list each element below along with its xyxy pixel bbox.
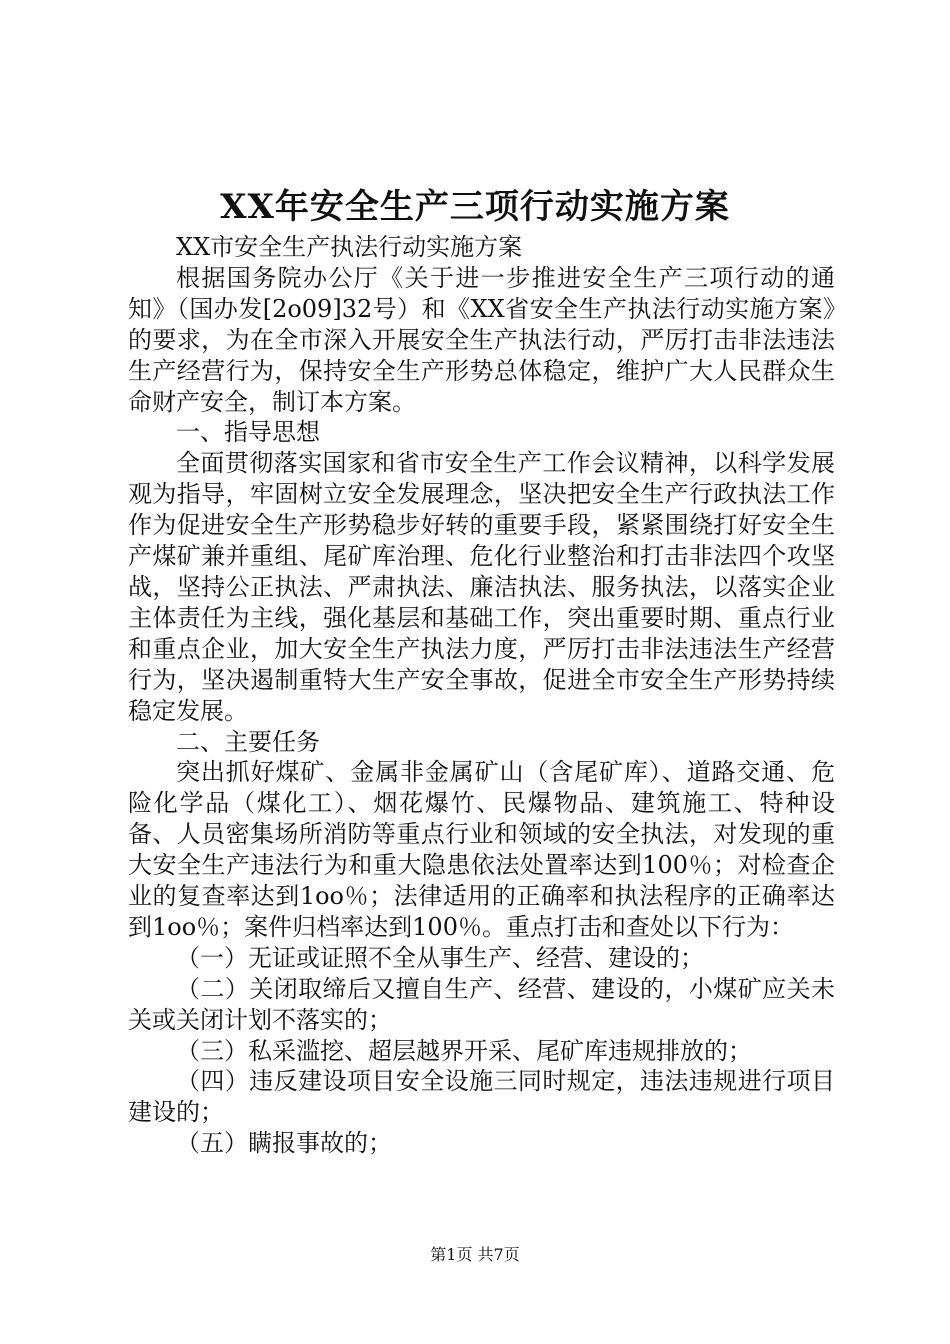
list-item: （五）瞒报事故的； [176, 1129, 392, 1158]
page-number-footer: 第1页 共7页 [430, 1245, 520, 1264]
list-item: （四）违反建设项目安全设施三同时规定，违法违规进行项目建设的； [128, 1067, 835, 1127]
section-heading-main-tasks: 二、主要任务 [176, 727, 320, 756]
section-body-guiding-ideology: 全面贯彻落实国家和省市安全生产工作会议精神，以科学发展观为指导，牢固树立安全发展理念，坚决把安全生产行政执法工作作为促进安全生产形势稳步好转的重要手段，紧紧围绕打好安全生产煤矿兼并重组、尾矿库治理、危化行业整治和打击非法四个攻坚战，坚持公正执法、严肃执法、廉洁执法、服务执法，以落实企业主体责任为主线，强化基层和基础工作，突出重要时期、重点行业和重点企业，加大安全生产执法力度，严厉打击非法违法生产经营行为，坚决遏制重特大生产安全事故，促进全市安全生产形势持续稳定发展。 [128, 449, 835, 725]
section-body-main-tasks: 突出抓好煤矿、金属非金属矿山（含尾矿库）、道路交通、危险化学品（煤化工）、烟花爆竹、民爆物品、建筑施工、特种设备、人员密集场所消防等重点行业和领域的安全执法，对发现的重大安全生产违法行为和重大隐患依法处置率达到100％；对检查企业的复查率达到1oo％；法律适用的正确率和执法程序的正确率达到1oo％；案件归档率达到100％。重点打击和查处以下行为： [128, 758, 835, 941]
section-heading-guiding-ideology: 一、指导思想 [176, 418, 320, 447]
document-body [128, 232, 835, 1159]
list-item: （二）关闭取缔后又擅自生产、经营、建设的，小煤矿应关未关或关闭计划不落实的； [128, 974, 835, 1034]
list-item: （三）私采滥挖、超层越界开采、尾矿库违规排放的； [176, 1036, 752, 1065]
list-item: （一）无证或证照不全从事生产、经营、建设的； [176, 943, 704, 972]
document-title: XX年安全生产三项行动实施方案 [220, 187, 730, 227]
document-subtitle: XX市安全生产执法行动实施方案 [176, 233, 523, 261]
intro-paragraph: 根据国务院办公厅《关于进一步推进安全生产三项行动的通知》（国办发[2o09]32号）和《XX省安全生产执法行动实施方案》的要求，为在全市深入开展安全生产执法行动，严厉打击非法违法生产经营行为，保持安全生产形势总体稳定，维护广大人民群众生命财产安全，制订本方案。 [128, 263, 835, 416]
